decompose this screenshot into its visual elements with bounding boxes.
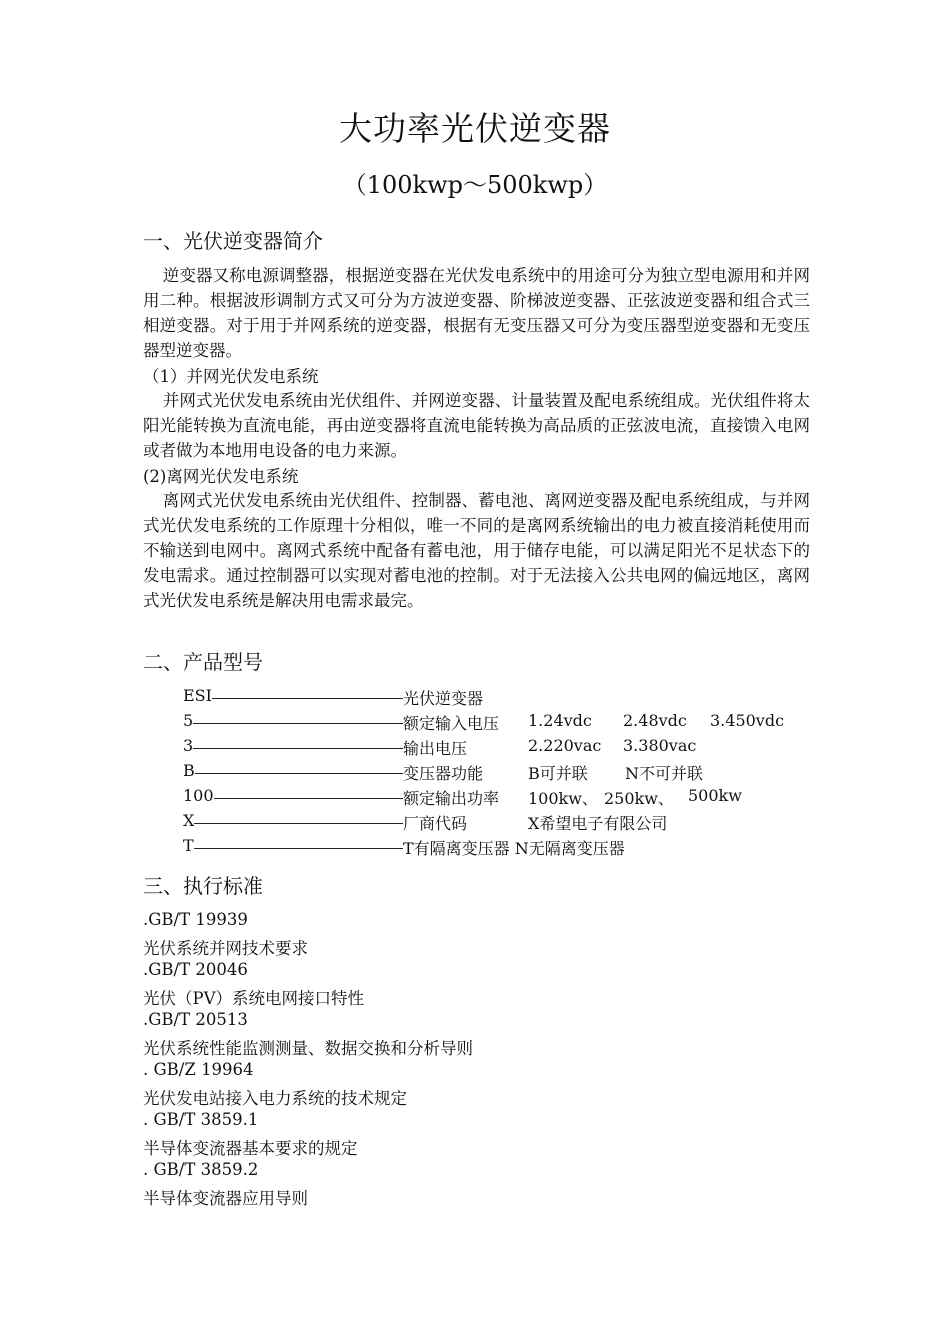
leader-line <box>183 823 403 824</box>
model-code: T <box>183 836 194 855</box>
standard-code: . GB/Z 19964 <box>143 1060 254 1079</box>
leader-line <box>183 773 403 774</box>
subsection2-body <box>143 488 810 613</box>
model-code: 100 <box>183 786 214 805</box>
model-value-2: 3.380vac <box>623 736 697 755</box>
leader-line <box>183 698 403 699</box>
standard-code: . GB/T 3859.1 <box>143 1110 259 1129</box>
standard-title: 半导体变流器基本要求的规定 <box>143 1139 358 1158</box>
model-value-1: 2.220vac <box>528 736 602 755</box>
model-field-name: 额定输入电压 <box>403 711 499 734</box>
model-value-2: 250kw、 <box>604 789 674 808</box>
model-value-3: 500kw <box>688 786 742 805</box>
standard-title: 半导体变流器应用导则 <box>143 1189 308 1208</box>
model-field-name: T有隔离变压器 N无隔离变压器 <box>403 836 625 859</box>
standard-title: 光伏系统性能监测测量、数据交换和分析导则 <box>143 1039 473 1058</box>
document-subtitle: （100kwp～500kwp） <box>342 171 608 199</box>
model-value-1: 100kw、 <box>528 789 598 808</box>
model-field-name: 变压器功能 <box>403 761 483 784</box>
intro-paragraph: 逆变器又称电源调整器，根据逆变器在光伏发电系统中的用途可分为独立型电源用和并网用二种。根据波形调制方式又可分为方波逆变器、阶梯波逆变器、正弦波逆变器和组合式三相逆变器。对于用于并网系统的逆变器，根据有无变压器又可分为变压器型逆变器和无变压器型逆变器。 <box>143 266 810 360</box>
model-code: X <box>183 811 195 830</box>
section3-heading: 三、执行标准 <box>143 874 263 898</box>
model-value-2: 2.48vdc <box>623 711 687 730</box>
document-title: 大功率光伏逆变器 <box>339 109 611 148</box>
model-code: ESI <box>183 686 212 705</box>
standard-code: .GB/T 19939 <box>143 910 248 929</box>
leader-line <box>183 848 403 849</box>
subsection2-title: (2)离网光伏发电系统 <box>143 467 299 486</box>
model-value-1: B可并联 <box>528 764 588 783</box>
standard-title: 光伏（PV）系统电网接口特性 <box>143 989 365 1008</box>
subsection1-paragraph: 并网式光伏发电系统由光伏组件、并网逆变器、计量装置及配电系统组成。光伏组件将太阳光能转换为直流电能，再由逆变器将直流电能转换为高品质的正弦波电流，直接馈入电网或者做为本地用电设备的电力来源。 <box>143 391 810 460</box>
model-value-3: 3.450vdc <box>710 711 785 730</box>
leader-line <box>183 723 403 724</box>
model-value-1: 1.24vdc <box>528 711 592 730</box>
model-code: 3 <box>183 736 194 755</box>
model-field-name: 厂商代码 <box>403 811 467 834</box>
model-field-name: 输出电压 <box>403 736 467 759</box>
standard-code: .GB/T 20046 <box>143 960 248 979</box>
leader-line <box>183 748 403 749</box>
subsection1-body <box>143 388 810 463</box>
model-value-1: X希望电子有限公司 <box>528 814 668 833</box>
section1-heading: 一、光伏逆变器简介 <box>143 229 323 253</box>
model-code: B <box>183 761 195 780</box>
section1-intro <box>143 263 810 363</box>
model-value-2: N不可并联 <box>625 764 704 783</box>
model-code: 5 <box>183 711 194 730</box>
model-field-name: 光伏逆变器 <box>403 686 483 709</box>
section2-heading: 二、产品型号 <box>143 650 263 674</box>
standard-code: .GB/T 20513 <box>143 1010 248 1029</box>
standard-title: 光伏发电站接入电力系统的技术规定 <box>143 1089 407 1108</box>
leader-line <box>183 798 403 799</box>
standard-code: . GB/T 3859.2 <box>143 1160 259 1179</box>
model-field-name: 额定输出功率 <box>403 786 499 809</box>
subsection2-paragraph: 离网式光伏发电系统由光伏组件、控制器、蓄电池、离网逆变器及配电系统组成，与并网式光伏发电系统的工作原理十分相似，唯一不同的是离网系统输出的电力被直接消耗使用而不输送到电网中。离网式系统中配备有蓄电池，用于储存电能，可以满足阳光不足状态下的发电需求。通过控制器可以实现对蓄电池的控制。对于无法接入公共电网的偏远地区，离网式光伏发电系统是解决用电需求最完。 <box>143 491 810 610</box>
subsection1-title: （1）并网光伏发电系统 <box>143 367 319 386</box>
standard-title: 光伏系统并网技术要求 <box>143 939 308 958</box>
